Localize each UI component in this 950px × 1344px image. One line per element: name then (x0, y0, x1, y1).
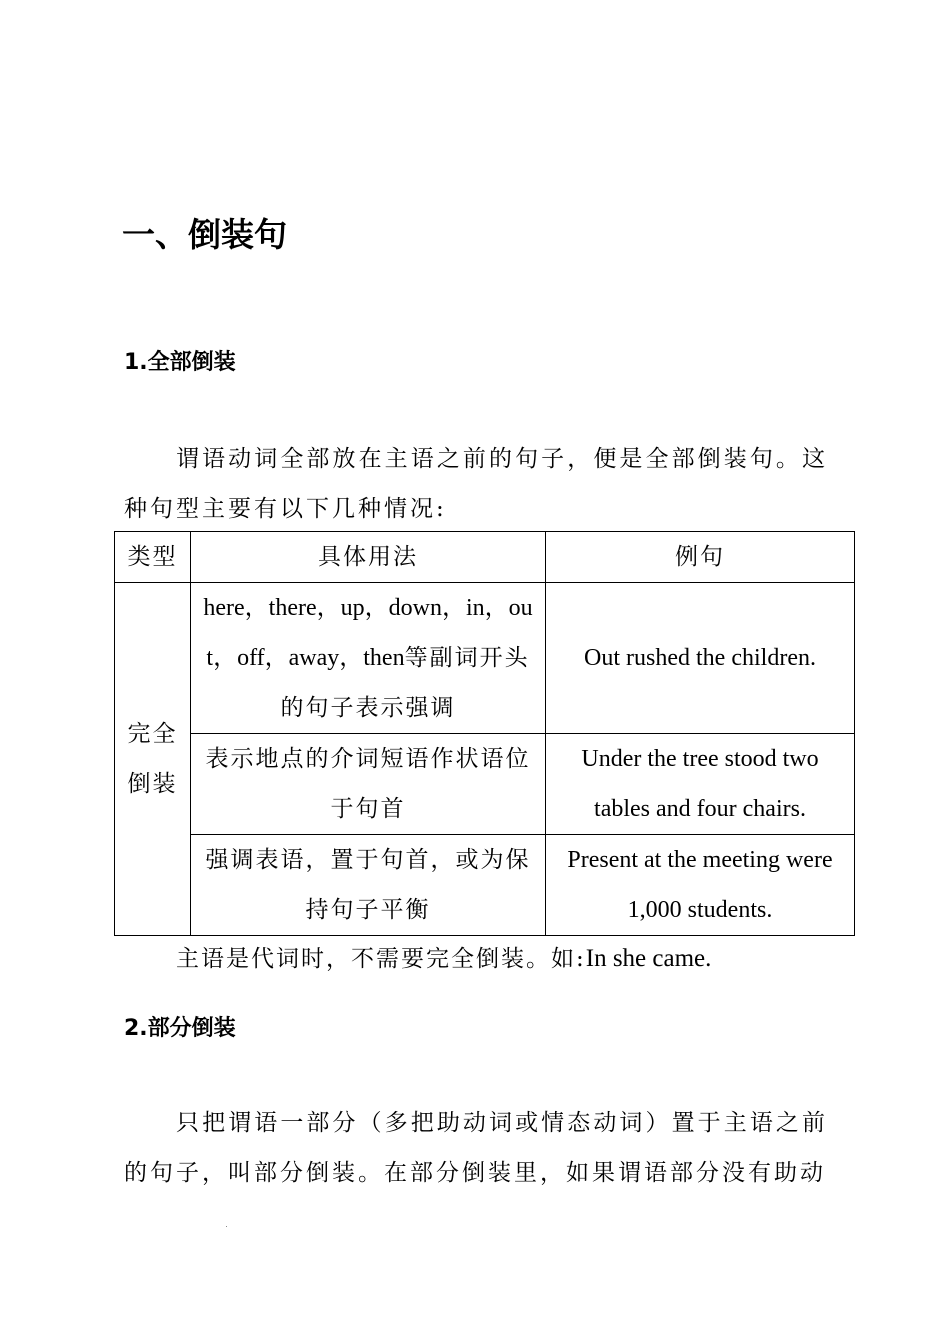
usage-cell: 强调表语，置于句首，或为保持句子平衡 (191, 835, 546, 936)
usage-cell (191, 583, 546, 734)
table-row (115, 583, 855, 734)
table-row (115, 835, 855, 936)
paragraph-full-inversion-intro: 谓语动词全部放在主语之前的句子，便是全部倒装句。这种句型主要有以下几种情况: (124, 446, 828, 522)
section-heading-partial-inversion: 2.部分倒装 (124, 1016, 236, 1041)
inversion-table (114, 531, 855, 936)
page-title: 一、倒装句 (122, 215, 287, 254)
type-cell: 完全倒装 (115, 583, 191, 936)
usage-adverbs-desc: 等副词开头的句子表示强调 (280, 645, 530, 721)
example-cell: Under the tree stood two tables and four chairs. (546, 734, 855, 835)
usage-cell: 表示地点的介词短语作状语位于句首 (191, 734, 546, 835)
usage-adverbs: here，there，up，down，in，out，off，away，then (203, 595, 533, 671)
note-text: 主语是代词时，不需要完全倒装。如: (176, 946, 586, 972)
section-heading-full-inversion: 1.全部倒装 (124, 350, 236, 375)
header-usage: 具体用法 (191, 532, 546, 583)
pronoun-subject-note (124, 934, 844, 984)
header-type: 类型 (115, 532, 191, 583)
paragraph-partial-inversion-intro: 只把谓语一部分（多把助动词或情态动词）置于主语之前的句子，叫部分倒装。在部分倒装里，如果谓语部分没有助动 (124, 1110, 828, 1186)
table-header-row (115, 532, 855, 583)
note-example: In she came. (585, 945, 712, 972)
header-example: 例句 (546, 532, 855, 583)
table-row (115, 734, 855, 835)
example-cell: Present at the meeting were 1,000 students. (546, 835, 855, 936)
page-dot (226, 1226, 227, 1227)
example-cell: Out rushed the children. (546, 583, 855, 734)
